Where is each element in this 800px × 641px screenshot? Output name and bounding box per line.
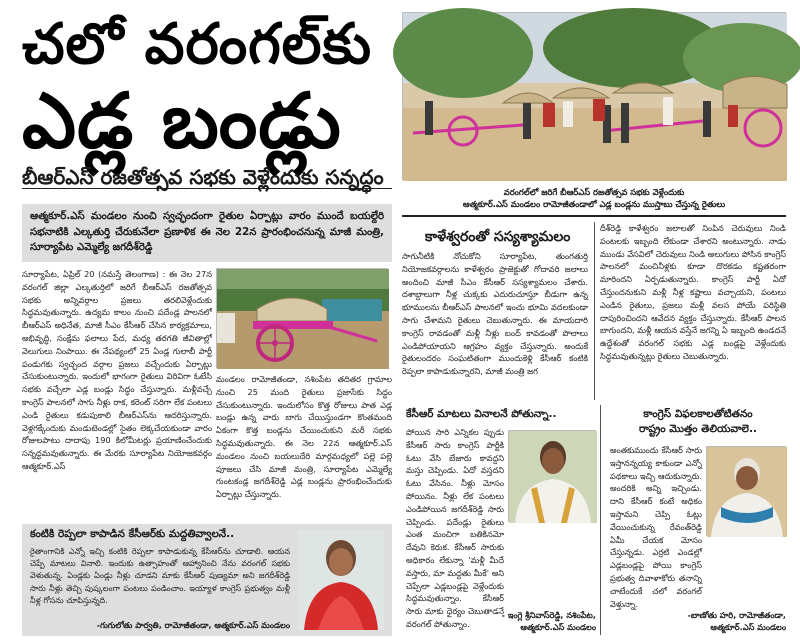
- quote-left-box: [22, 524, 392, 636]
- intro-text: ఆత్మకూర్.ఎస్ మండలం నుంచి స్వచ్ఛందంగా రైతుల ఏర్పాట్లు వారం ముందే బయల్దేరి సభనాటికి ఎల్కతుర్తి చేరుకునేలా ప్రణాళిక ఈ నెల 22న ప్రారంభించనున్న మాజీ మంత్రి, సూర్యాపేట ఎమ్మెల్యే జగదీశ్‌రెడ్డి: [30, 211, 384, 253]
- bullock-cart-illustration: [217, 269, 389, 369]
- intro-box: [22, 204, 392, 262]
- bullock-cart-photo: [216, 268, 388, 368]
- quote-right-heading: [610, 408, 786, 438]
- kaleshwaram-col-left: సాగునీటికి నోచుకోని సూర్యాపేట, తుంగతుర్తి నియోజకవర్గాలను కాళేశ్వరం ప్రాజెక్టుతో గోదావరి జలాలు అందించి మాజీ సీఎం కేసీఆర్ సస్యశ్యామలం చేశారు. దశాబ్దాలుగా నీళ్ల చుక్కకు ఎదురుచూస్తూ బీడుగా ఉన్న భూములను బీఆర్ఎస్ పాలనలో ఇంచు భూమి వదలకుండా సాగు చేశామని రైతులు చెబుతున్నారు. ఈ మాయదారి కాంగ్రెస్ రావడంతో మళ్లీ నీళ్లు బంద్ కావడంతో పొలాలు ఎండిపోయాయని ఆగ్రహం వ్యక్తం చేస్తున్నారు. అందుకే రైతులందరం సంఘటితంగా ముందుకెళ్లి కేసీఆర్ కంటికి రెప్పలా కాపాడుకున్నారని, మాజీ మంత్రి జగ: [402, 251, 588, 377]
- main-story-col-left: సూర్యాపేట, ఏప్రిల్ 20 (నమస్తే తెలంగాణ) : ఈ నెల 27న వరంగల్ జిల్లా ఎల్కతుర్తిలో జరిగే బీఆర్ఎస్ రజతోత్సవ సభకు అన్నివర్గాల ప్రజలు తరలివెళ్లేందుకు సిద్ధమవుతున్నారు. ఉద్యమ కాలం నుంచి పదేండ్ల పాలనలో బీఆర్ఎస్ అధినేత, మాజీ సీఎం కేసీఆర్ చేసిన కార్యక్రమాలు, అభివృద్ధి, సంక్షేమ ఫలాలు పేద, మధ్య తరగతి జీవితాల్లో వెలుగులు నింపాయి. ఈ నేపథ్యంలో 25 ఏండ్ల గులాబీ పార్టీ పండుగకు స్వచ్ఛంద వర్గాల ప్రజలు వచ్చేందుకు ఏర్పాట్లు చేసుకుంటున్నారు. ఇందులో భాగంగా రైతులు విరివిగా ఓటేసి సభకు వచ్చేలా ఎడ్ల బండ్లు సిద్ధం చేస్తున్నారు. మళ్లీవచ్చే కాంగ్రెస్ పాలనలో సాగు నీళ్లు రాక, కరెంట్ సరిగా లేక పంటలు ఎండి రైతులు కడుపుకాలి బీఆర్ఎస్‌ను ఆదరిస్తున్నారు. వెళ్లగక్కేందుకు మండుటెండల్లో సైతం లెక్కచేయకుండా వారం రోజులపాటు దాదాపు 190 కిలోమీటర్లు ప్రయాణించేందుకు సన్నద్ధమవుతున్నారు. ఈ మేరకు సూర్యాపేట నియోజకవర్గం ఆత్మకూర్.ఎస్: [22, 269, 212, 471]
- headline-line-2: ఎడ్ల బండ్లు: [22, 76, 342, 165]
- quote-right-text: అంతకుముందు కేసీఆర్ సారు ఇస్తానన్నయ్య కాకుండా ఎన్నో పథకాలు ఇచ్చి ఆదుకున్నారు. అందరికి అన్ని ఇచ్చిండు. దాని కేసీఆర్ కంటే అధికం ఇస్తామని చెప్పి ఓట్లు వేయించుకున్న రేవంత్‌రెడ్డి ఏమీ చేయక మోసం చేస్తున్నడు. ఎర్రటి ఎండల్లో ఎడ్లబండ్లపై పోయి కాంగ్రెస్ ప్రభుత్వ దివాళాకోరు తనాన్ని చాటేందుకే చలో వరంగల్ వెళ్తున్నా.: [610, 445, 702, 609]
- quote-mid-text-top: [406, 426, 504, 629]
- photo-caption: [402, 186, 786, 210]
- farmers-carts-illustration: [403, 13, 787, 181]
- kaleshwaram-heading: కాళేశ్వరంతో సస్యశ్యామలం: [425, 229, 571, 245]
- quote-mid-byline: [406, 610, 596, 634]
- caption-rule: [402, 215, 786, 217]
- quote-right-heading-line-2: రాష్ట్రం మొత్తం తెలియవాలె..: [639, 423, 757, 435]
- quote-mid-heading: కేసీఆర్ మాటలు వినాలనే పోతున్నా..: [406, 408, 557, 420]
- quote-right-byline-line-2: ఆత్మకూర్.ఎస్ మండలం: [710, 622, 786, 632]
- quote-mid-byline-line-2: ఆత్మకూర్.ఎస్ మండలం: [520, 622, 596, 632]
- subheadline: బీఆర్ఎస్ రజతోత్సవ సభకు వెళ్లేందుకు సన్నద్ధం: [22, 165, 384, 189]
- quote-right-heading-line-1: కాంగ్రెస్ విఫలకాలతోటితనం: [643, 408, 753, 420]
- quote-right-byline: [610, 610, 786, 634]
- headline-line-1: చలో వరంగల్‌కు: [22, 12, 373, 77]
- quote-mid-portrait: [508, 430, 596, 522]
- elder-portrait-illustration: [707, 447, 787, 537]
- quote-right-portrait: [706, 446, 786, 536]
- quote-left-byline: -గుగులోతు పార్వతి, రామోజీతండా, ఆత్మకూర్.ఎస్ మండలం: [96, 620, 290, 630]
- photo-caption-line-1: వరంగల్‌లో జరిగే బీఆర్ఎస్ రజతోత్సవ సభకు వెళ్లేందుకు: [503, 187, 685, 197]
- quote-right-byline-line-1: -బాణోతు హరి, రామోజీతండా,: [687, 610, 786, 620]
- quote-mid-byline-line-1: - ఇంగ్లె శ్రీనివాస్‌రెడ్డి, నశింపేట,: [501, 610, 596, 620]
- man-portrait-illustration: [509, 431, 597, 523]
- quote-left-heading: కంటికి రెప్పలా కాపాడిన కేసీఆర్‌కు మద్దతివ్వాలనే..: [30, 528, 235, 540]
- quote-mid-text: పోయిన సారి ఎన్నికల ప్పుడు కేసీఆర్ సారు కాంగ్రెస్ పార్టీకి ఓటు వేసి బేజారు కావద్దని మస్తు చెప్పిండు. ఏదో వస్తదని ఓటు వేసినం. నీళ్లు మోసం పోయినం. నీళ్లు లేక పంటలు ఎండిపోయిన జగదీశ్‌రెడ్డి సారు చెప్పిండు. పదేండ్లు రైతులు ఎంత మంచిగా బతికినమో దేవుని కెరుక. కేసీఆర్ సారుకు అధికారం లేకున్నా 'మళ్లీ మీదే వస్తారు, మా మద్దతు మీకే' అని చెప్పేలా ఎడ్లబండ్లపై వెళ్లేందుకు సిద్ధమవుతున్నాం. కేసీఆర్ సారు మాకు ధైర్యం చెబుతాడనే వరంగల్ పోతున్నాం.: [406, 427, 504, 629]
- main-story-col-right: మండలం రామోజీతండా, నశింపేట తదితర గ్రామాల నుంచి 25 మంది రైతులు ప్రజాసేకు సిద్ధం చేసుకుంటున్నారు. ఇందులోసం కొత్త రోజులు పాత ఎడ్ల బండ్లు ఉన్న వారు బాగు చేయిస్తుండగా కొంతమంది ఏకంగా కొత్త బండ్లను చేయించుకుని మరీ సభకు సిద్ధమవుతున్నారు. ఈ నెల 22న ఆత్మకూర్.ఎస్ మండలం నుంచి బయలుదేరి మార్గమధ్యలో పల్లె పల్లె పూజలు చేసి మాజీ మంత్రి, సూర్యాపేట ఎమ్మెల్యే గుంటకండ్ల జగదీశ్‌రెడ్డి ఎడ్ల బండ్లను ప్రారంభించేందుకు ఏర్పాట్లు చేస్తున్నారు.: [216, 374, 392, 500]
- column-divider-2: [600, 405, 601, 635]
- kaleshwaram-col-right: దీశ్‌రెడ్డి కాళేశ్వరం జలాలతో నింపిన చెరువులు నిండి పంటలకు ఇబ్బంది లేకుండా చేశారని అంటున్నారు. నాడు ముండు వేసవిలో చెరువులు నిండి అలుగులు పోసిన కాంగ్రెస్ పాలనలో మంచినీళ్లకు కూడా దొరకడం కష్టతరంగా మారిందని ఏర్పడుతున్నారు. కాంగ్రెస్ పార్టీ ఏదో చేస్తుందనుకుని మళ్లీ నీళ్ల కష్టాలు వచ్చాయని, పంటలు ఎండిన రైతులు, ప్రజలు మళ్లీ వలస పోయే పరిస్థితి దాపురించిందని ఆవేదన వ్యక్తం చేస్తున్నారు. కేసీఆర్ పాలన బాగుందని, మళ్లీ ఆయన వస్తేనే జగన్ని ఏ ఇబ్బంది ఉండదనే ఉద్దేశంతో వరంగల్ సభకు ఎడ్ల బండ్లపై వెళ్లేందుకు సిద్ధమవుతున్నట్లు రైతులు చెబుతున్నారు.: [600, 223, 786, 361]
- column-divider: [594, 222, 595, 400]
- woman-portrait-illustration: [298, 530, 384, 630]
- quote-left-text: రైతాంగానికి ఎన్నో ఇచ్చి కంటికి రెప్పలా కాపాడుకున్న కేసీఆర్‌ను చూడాలి. ఆయన చెప్పే మాటలు వినాలి. ఇందుకు ఉత్సాహంతో ఆహ్వానించి నేను వరంగల్ సభకు వెళుతున్న. ఏండ్లకు ఏండ్లు నీళ్లు చూడని మాకు కేసీఆర్ పుణ్యమా అని జగదీశ్‌రెడ్డి సారు నీళ్లు తెచ్చి పుష్కలంగా పంటలు పండించాం. ఇయ్యాళ కాంగ్రెస్ ప్రభుత్వం మళ్లీ నీళ్ల గోసను చూపిస్తున్నది.: [30, 547, 290, 605]
- quote-left-portrait: [298, 530, 384, 630]
- farmers-carts-photo: [402, 12, 786, 180]
- photo-caption-line-2: ఆత్మకూర్.ఎస్ మండలం రామోజీతండాలో ఎడ్ల బండ్లను ముస్తాబు చేస్తున్న రైతులు: [462, 199, 726, 209]
